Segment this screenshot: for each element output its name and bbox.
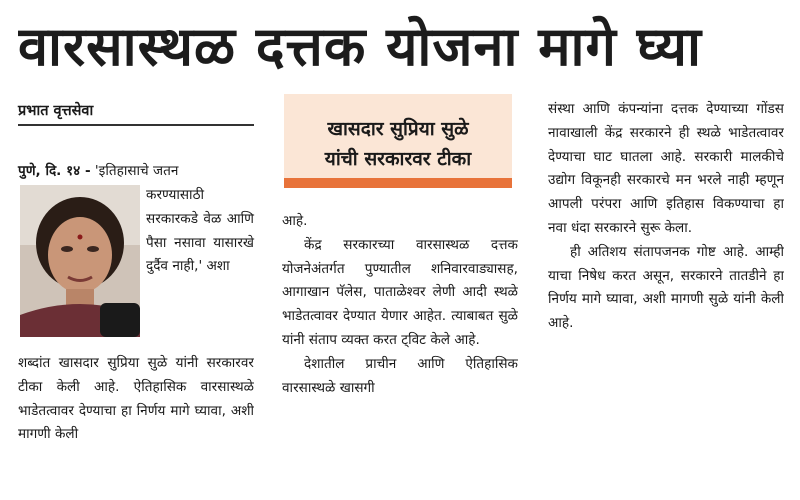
column-1-body xyxy=(18,352,254,482)
col2-paragraph-1: आहे. xyxy=(282,213,308,229)
col2-paragraph-2: केंद्र सरकारच्या वारसास्थळ दत्तक योजनेअंतर्गत पुण्यातील शनिवारवाड्यासह, आगाखान पॅलेस, पाताळेश्वर लेणी आदी स्थळे भाडेतत्वावर देण्यात येणार आहेत. त्याबाबत सुळे यांनी संताप व्यक्त करत ट्विट केले आहे. xyxy=(282,236,518,348)
subhead-line-2: यांची सरकारवर टीका xyxy=(324,148,472,170)
lead-first-line: 'इतिहासाचे जतन xyxy=(94,163,179,179)
column-2-body xyxy=(282,210,518,482)
subhead-line-1: खासदार सुप्रिया सुळे xyxy=(327,118,469,140)
lead-paragraph-start xyxy=(18,160,254,184)
col2-paragraph-3: देशातील प्राचीन आणि ऐतिहासिक वारसास्थळे खासगी xyxy=(282,355,518,396)
subhead-text xyxy=(284,114,512,174)
col3-paragraph-2: ही अतिशय संतापजनक गोष्ट आहे. आम्ही याचा निषेध करत असून, सरकारने तातडीने हा निर्णय मागे घ्यावा, अशी मागणी सुळे यांनी केली आहे. xyxy=(548,243,784,332)
byline: प्रभात वृत्तसेवा xyxy=(18,96,254,126)
headline: वारसास्थळ दत्तक योजना मागे घ्या xyxy=(18,15,702,78)
col3-paragraph-1: संस्था आणि कंपन्यांना दत्तक देण्याच्या गोंडस नावाखाली केंद्र सरकारने ही स्थळे भाडेतत्वावर देण्याचा घाट घातला आहे. सरकारी मालकीचे उद्योग विकूनही सरकारचे मन भरले नाही म्हणून आपली परंपरा आणि इतिहास विकण्याचा हा नवा धंदा सरकारने सुरू केला. xyxy=(548,101,784,236)
dateline: पुणे, दि. १४ - xyxy=(18,163,91,179)
lead-rest: शब्दांत खासदार सुप्रिया सुळे यांनी सरकारवर टीका केली आहे. ऐतिहासिक वारसास्थळे भाडेतत्वावर देण्याचा हा निर्णय मागे घ्यावा, अशी मागणी केली xyxy=(18,355,254,443)
subhead-box xyxy=(284,94,512,188)
subhead-accent-bar xyxy=(284,178,512,188)
portrait-photo xyxy=(20,185,140,337)
portrait-image xyxy=(20,185,140,337)
lead-wrap-text: करण्यासाठी सरकारकडे वेळ आणि पैसा नसावा यासारखे दुर्दैव नाही,' अशा xyxy=(146,187,254,275)
column-3-body xyxy=(548,98,784,482)
